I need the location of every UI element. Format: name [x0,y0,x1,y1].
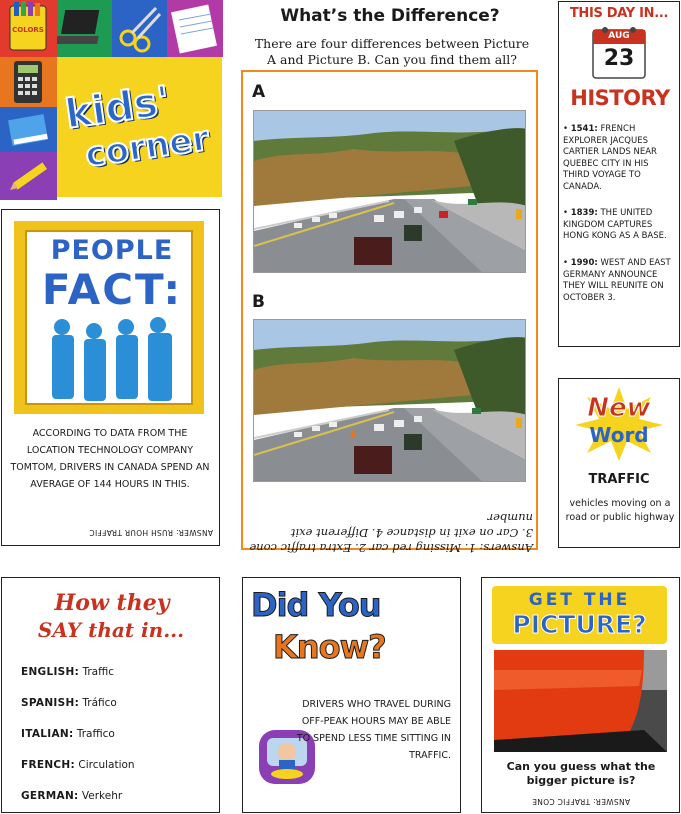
picture-a [253,110,526,273]
translation-row: ENGLISH: Traffic [21,666,115,678]
translation-row: SPANISH: Tráfico [21,697,117,709]
history-title: HISTORY [570,86,670,110]
calendar-month: AUG [608,31,630,41]
pencil-tile [0,152,57,200]
book-tile [0,107,57,152]
dyk-logo-2: Know? [273,628,386,666]
dyk-logo-1: Did You [251,586,381,624]
people-fact [1,209,220,546]
notebook-tile [167,0,223,57]
crayons-tile [0,0,57,57]
kids-corner-banner [57,57,222,197]
svg-text:COLORS: COLORS [12,26,44,34]
new-word-logo-2: Word [589,423,649,447]
new-word-definition: vehicles moving on a road or public highway [565,498,675,523]
kids-corner-logo [0,0,223,200]
picture-a-label: A [252,82,266,102]
translation-row: GERMAN: Verkehr [21,790,123,802]
new-word-term: TRAFFIC [588,472,650,487]
gtp-logo: GET THE PICTURE? [492,586,667,644]
puzzle-answers: Answers: 1. Missing red car 2. Extra traffic cone 3. Car on exit in distance 4. Different exit number [249,511,533,555]
get-the-picture [481,577,680,813]
corner-word: corner [82,118,212,176]
translation-row: FRENCH: Circulation [21,759,135,771]
gtp-question: Can you guess what the bigger picture is? [506,760,656,787]
new-word-logo-1: New [587,393,651,423]
kids-word: kids' [62,77,173,139]
gtp-answer: ANSWER: TRAFFIC CONE [531,797,631,806]
dyk-text: DRIVERS WHO TRAVEL DURING OFF-PEAK HOURS MAY BE ABLE TO SPEND LESS TIME SITTING IN TRAFFIC. [296,699,451,761]
people-fact-text: ACCORDING TO DATA FROM THE LOCATION TECHNOLOGY COMPANY TOMTOM, DRIVERS IN CANADA SPEND AN AVERAGE OF 144 HOURS IN THIS. [10,428,210,490]
did-you-know [242,577,461,813]
people-silhouettes-icon [42,317,182,407]
picture-b-label: B [252,292,265,312]
how-they-say [1,577,220,813]
how-say-logo-2: SAY that in... [37,618,185,642]
translation-row: ITALIAN: Traffico [21,728,115,740]
puzzle-title: What’s the Difference? [280,6,500,26]
history-item: • 1839: THE UNITED KINGDOM CAPTURES HONG KONG AS A BASE. [563,208,667,241]
difference-puzzle [241,70,538,555]
picture-b [253,319,526,482]
people-fact-answer: ANSWER: RUSH HOUR TRAFFIC [89,528,213,537]
history-header: THIS DAY IN... [569,6,669,21]
calendar-icon [589,24,649,80]
people-fact-logo: PEOPLE FACT: [14,221,204,414]
mystery-picture [494,650,667,752]
laptop-tile [57,0,112,57]
history-item: • 1990: WEST AND EAST GERMANY ANNOUNCE THEY WILL REUNITE ON OCTOBER 3. [563,258,671,303]
history-item: • 1541: FRENCH EXPLORER JACQUES CARTIER LANDS NEAR QUEBEC CITY IN HIS THIRD VOYAGE TO CANADA. [563,124,657,192]
calculator-tile [0,57,57,107]
scissors-tile [112,0,167,57]
how-say-logo-1: How they [54,590,170,616]
this-day-in-history [558,1,680,347]
calendar-day: 23 [603,46,635,71]
new-word [558,378,680,548]
puzzle-instructions: There are four differences between Picture A and Picture B. Can you find them all? [254,36,530,67]
